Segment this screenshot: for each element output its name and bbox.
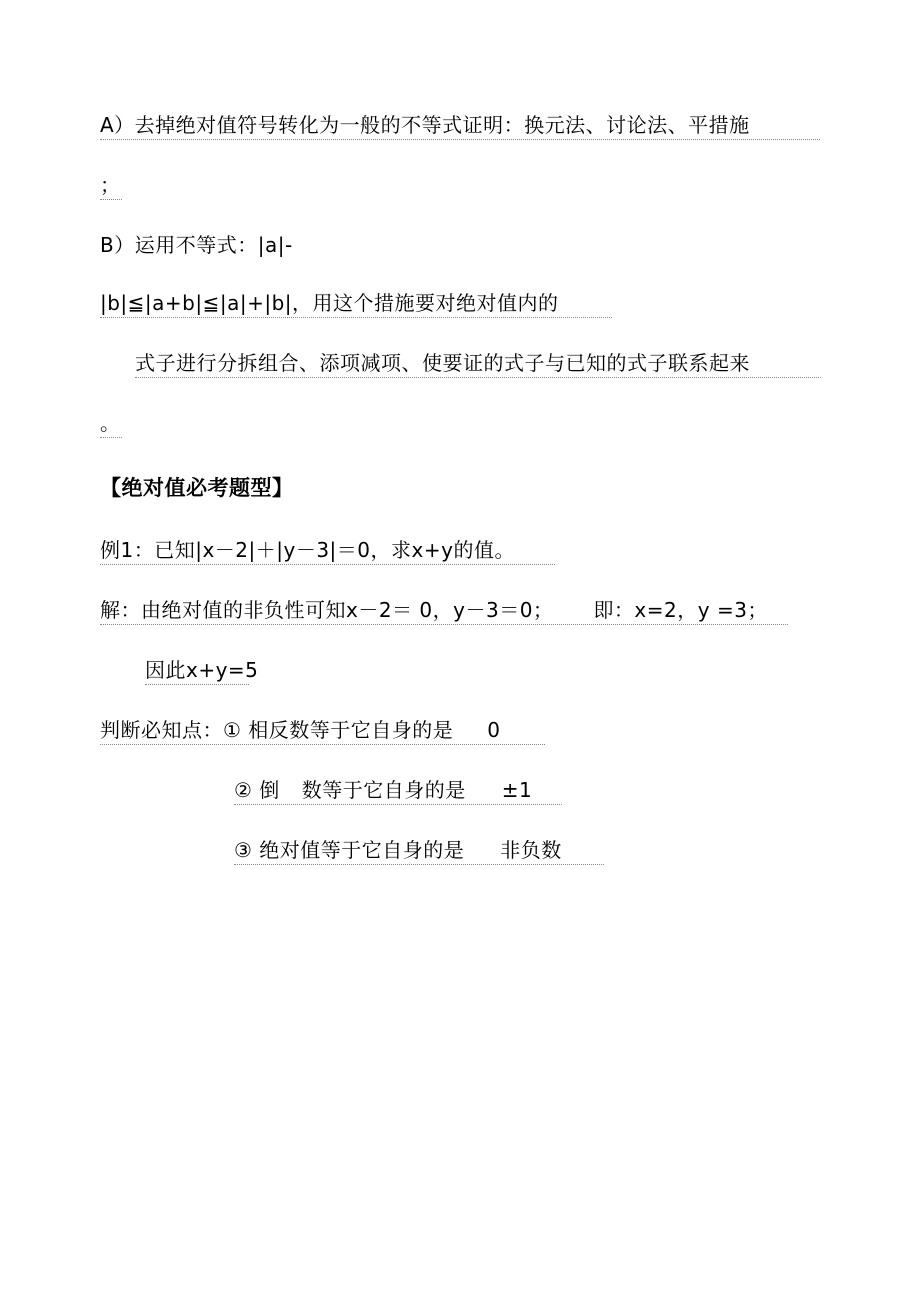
solution-part-2: 即：x=2，y =3； (593, 598, 768, 622)
method-b-line-2: |b|≦|a+b|≦|a|+|b|，用这个措施要对绝对值内的 (100, 290, 612, 318)
item-text: 绝对值等于它自身的是 (259, 838, 465, 862)
method-a-line-1: A）去掉绝对值符号转化为一般的不等式证明：换元法、讨论法、平措施 (100, 112, 820, 140)
example-question: 例1：已知|x－2|＋|y－3|＝0，求x+y的值。 (100, 537, 555, 565)
method-b-line-4: 。 (100, 410, 122, 438)
section-title: 【绝对值必考题型】 (100, 476, 294, 500)
item-text-b: 数等于它自身的是 (301, 778, 466, 802)
judgement-item-3 (234, 837, 604, 865)
judgement-item-1 (100, 717, 545, 745)
item-text: 相反数等于它自身的是 (248, 718, 454, 742)
example-solution (100, 597, 788, 625)
method-b-line-1: B）运用不等式：|a|- (100, 233, 293, 257)
method-a-line-2: ； (100, 172, 122, 200)
item-answer: 非负数 (500, 838, 562, 862)
example-conclusion: 因此x+y=5 (145, 657, 249, 685)
item-answer: ±1 (501, 778, 533, 802)
item-number: ① (223, 718, 242, 742)
method-b-line-3: 式子进行分拆组合、添项减项、使要证的式子与已知的式子联系起来 (135, 350, 821, 378)
judgement-label: 判断必知点： (100, 718, 223, 742)
solution-part-1: 解：由绝对值的非负性可知x－2＝ 0，y－3＝0； (100, 598, 554, 622)
item-text-a: 倒 (259, 778, 280, 802)
item-number: ② (234, 778, 253, 802)
judgement-item-2 (234, 777, 562, 805)
item-number: ③ (234, 838, 253, 862)
item-answer: 0 (487, 718, 501, 742)
